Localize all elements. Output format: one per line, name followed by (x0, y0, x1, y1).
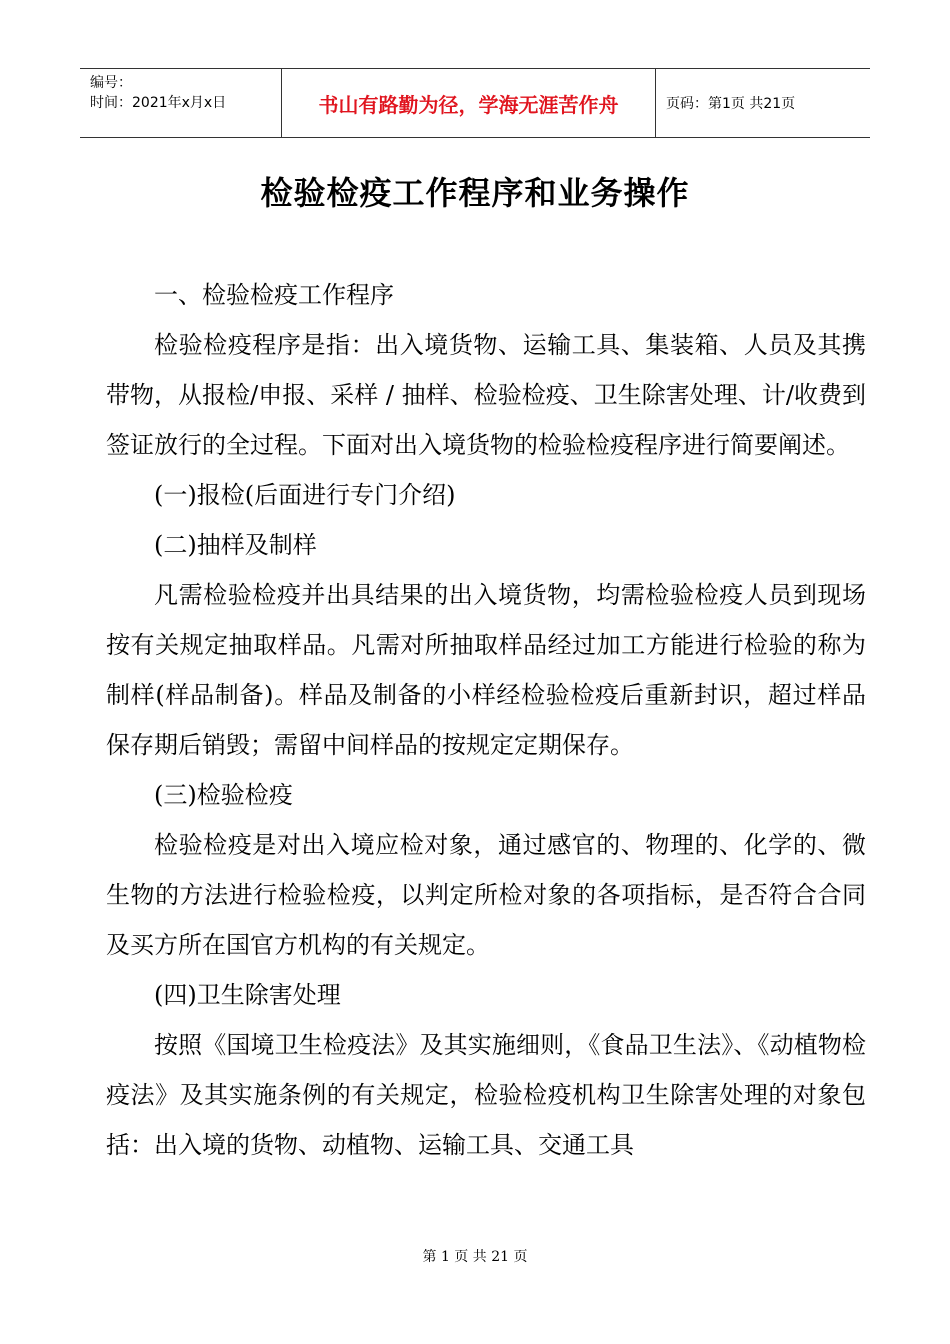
document-header (80, 68, 870, 138)
page-footer: 第 1 页 共 21 页 (422, 1249, 528, 1265)
number-label: 编号： (90, 75, 132, 91)
subsection-heading: (二)抽样及制样 (154, 531, 317, 559)
section-heading: 一、检验检疫工作程序 (154, 281, 394, 309)
paragraph: 检验检疫程序是指：出入境货物、运输工具、集装箱、人员及其携带物，从报检/申报、采样 / 抽样、检验检疫、卫生除害处理、计/收费到签证放行的全过程。下面对出入境货物的检验检疫程序进行简要阐述。 (106, 331, 866, 459)
paragraph: 按照《国境卫生检疫法》及其实施细则，《食品卫生法》、《动植物检疫法》及其实施条例的有关规定，检验检疫机构卫生除害处理的对象包括：出入境的货物、动植物、运输工具、交通工具 (106, 1031, 866, 1159)
page-title: 检验检疫工作程序和业务操作 (260, 174, 690, 212)
paragraph: 检验检疫是对出入境应检对象，通过感官的、物理的、化学的、微生物的方法进行检验检疫，以判定所检对象的各项指标，是否符合合同及买方所在国官方机构的有关规定。 (106, 831, 866, 959)
header-motto: 书山有路勤为径，学海无涯苦作舟 (282, 69, 656, 137)
subsection-heading: (四)卫生除害处理 (154, 981, 341, 1009)
paragraph: 凡需检验检疫并出具结果的出入境货物，均需检验检疫人员到现场按有关规定抽取样品。凡需对所抽取样品经过加工方能进行检验的称为制样(样品制备)。样品及制备的小样经检验检疫后重新封识，超过样品保存期后销毁；需留中间样品的按规定定期保存。 (106, 581, 866, 759)
subsection-heading: (一)报检(后面进行专门介绍) (154, 481, 456, 509)
document-body (106, 270, 866, 1170)
header-page-info: 页码：第1页 共21页 (666, 96, 796, 112)
header-meta (80, 69, 282, 137)
subsection-heading: (三)检验检疫 (154, 781, 293, 809)
time-label: 时间：2021年x月x日 (90, 95, 227, 111)
